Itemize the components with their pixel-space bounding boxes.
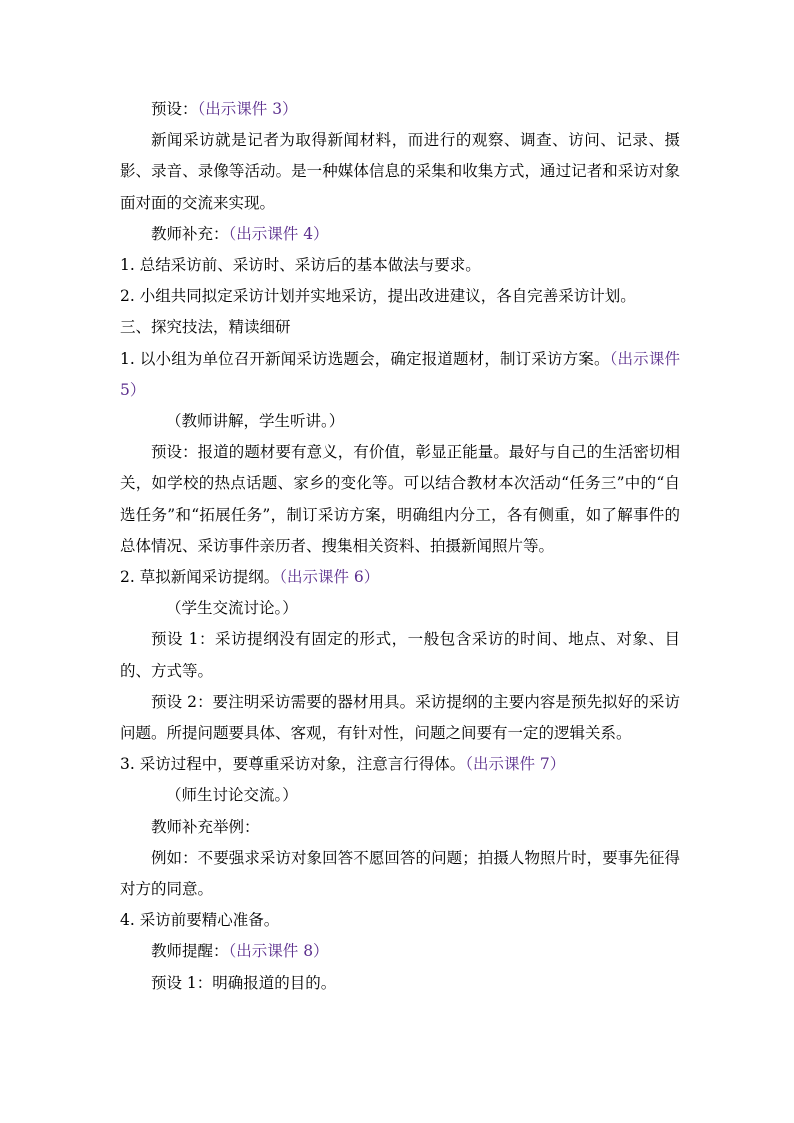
paragraph-text: 2. 草拟新闻采访提纲。 <box>120 568 280 587</box>
paragraph-text: 1. 总结采访前、采访时、采访后的基本做法与要求。 <box>120 256 481 275</box>
list-item <box>120 562 680 593</box>
paragraph-text: （师生讨论交流。） <box>166 786 298 805</box>
paragraph-text: 预设 1：采访提纲没有固定的形式，一般包含采访的时间、地点、对象、目的、方式等。 <box>120 630 680 680</box>
paragraph <box>120 624 680 686</box>
paragraph <box>120 812 680 843</box>
paragraph-text: 预设： <box>151 100 198 118</box>
paragraph-text: （学生交流讨论。） <box>166 599 298 618</box>
paragraph <box>120 780 680 811</box>
paragraph-text: 预设 1：明确报道的目的。 <box>151 973 337 992</box>
paragraph-text: 教师补充： <box>151 224 229 243</box>
paragraph <box>120 687 680 749</box>
paragraph <box>120 94 680 125</box>
paragraph-text: 预设 2：要注明采访需要的器材用具。采访提纲的主要内容是预先拟好的采访问题。所提问题要具体、客观，有针对性，问题之间要有一定的逻辑关系。 <box>120 692 680 743</box>
paragraph <box>120 406 680 437</box>
courseware-reference: （出示课件 6） <box>279 568 380 587</box>
courseware-reference: （出示课件 3） <box>197 100 298 118</box>
paragraph-text: 预设：报道的题材要有意义，有价值，彰显正能量。最好与自己的生活密切相关，如学校的热点话题、家乡的变化等。可以结合教材本次活动“任务三”中的“自选任务”和“拓展任务”，制订采访方案，明确组内分工，各有侧重，如了解事件的总体情况、采访事件亲历者、搜集相关资料、拍摄新闻照片等。 <box>120 443 680 555</box>
paragraph <box>120 125 680 219</box>
paragraph-text: 教师提醒： <box>151 942 229 961</box>
list-item <box>120 905 680 936</box>
paragraph-text: 4. 采访前要精心准备。 <box>120 911 280 930</box>
paragraph <box>120 437 680 562</box>
courseware-reference: （出示课件 7） <box>465 755 566 774</box>
paragraph <box>120 593 680 624</box>
courseware-reference: （出示课件 5） <box>120 349 680 399</box>
paragraph <box>120 219 680 250</box>
paragraph-text: 例如：不要强求采访对象回答不愿回答的问题；拍摄人物照片时，要事先征得对方的同意。 <box>120 848 680 899</box>
paragraph-text: 3. 采访过程中，要尊重采访对象，注意言行得体。 <box>120 755 466 774</box>
paragraph-text: （教师讲解，学生听讲。） <box>166 412 345 431</box>
list-item <box>120 250 680 281</box>
paragraph-text: 2. 小组共同拟定采访计划并实地采访，提出改进建议，各自完善采访计划。 <box>120 287 636 306</box>
document-body <box>120 94 680 999</box>
heading-text: 三、探究技法，精读细研 <box>120 318 291 337</box>
paragraph-text: 教师补充举例： <box>151 817 260 836</box>
paragraph-text: 1. 以小组为单位召开新闻采访选题会，确定报道题材，制订采访方案。 <box>120 349 610 368</box>
section-heading <box>120 312 680 343</box>
list-item <box>120 344 680 406</box>
paragraph <box>120 968 680 999</box>
list-item <box>120 281 680 312</box>
paragraph <box>120 843 680 905</box>
list-item <box>120 749 680 780</box>
paragraph <box>120 936 680 967</box>
paragraph-text: 新闻采访就是记者为取得新闻材料，而进行的观察、调查、访问、记录、摄影、录音、录像等活动。是一种媒体信息的采集和收集方式，通过记者和采访对象面对面的交流来实现。 <box>120 131 680 212</box>
courseware-reference: （出示课件 4） <box>228 224 329 243</box>
courseware-reference: （出示课件 8） <box>228 942 329 961</box>
